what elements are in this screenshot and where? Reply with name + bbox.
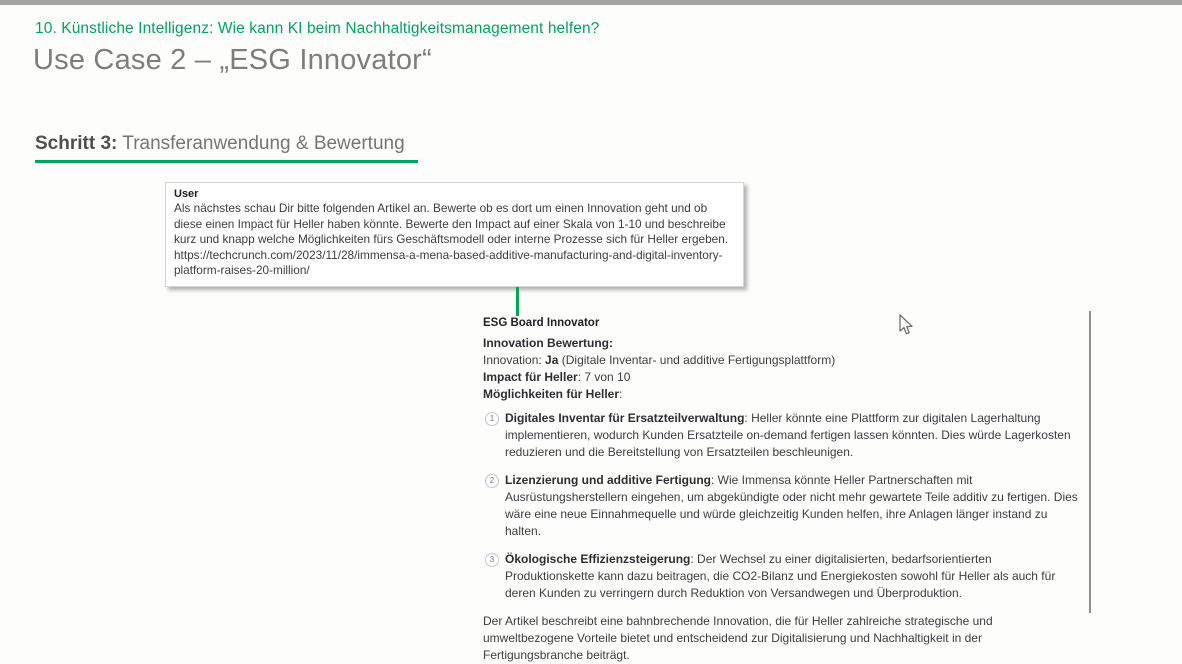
list-item-text <box>505 551 1083 602</box>
list-item-title: Digitales Inventar für Ersatzteilverwaltung <box>505 411 745 425</box>
opportunities-list <box>483 410 1083 602</box>
user-message-card <box>165 182 744 287</box>
opportunities-label: Möglichkeiten für Heller <box>483 387 620 401</box>
impact-value: : 7 von 10 <box>577 370 631 384</box>
user-message-body: Als nächstes schau Dir bitte folgenden Artikel an. Bewerte ob es dort um einen Innovation geht und ob diese einen Impact für Heller haben könnte. Bewerte den Impact auf einer Skala von 1-10 und beschreibe kurz und knapp welche Möglichkeiten fürs Geschäftsmodell oder interne Prozesse sich für Heller ergeben. <box>174 201 729 247</box>
step-heading <box>35 133 735 155</box>
list-item-title: Ökologische Effizienzsteigerung <box>505 552 691 566</box>
list-number-badge: 3 <box>485 553 499 567</box>
opportunities-colon: : <box>619 387 623 401</box>
list-item-body: : Heller könnte eine Plattform zur digitalen Lagerhaltung implementieren, wodurch Kunden Ersatzteile on-demand fertigen lassen könnten. Dies würde Lagerkosten reduzieren und die Bereitstellung von Ersatzteilen beschleunigen. <box>505 411 1071 459</box>
mouse-cursor-icon <box>898 314 914 337</box>
step-title: Transferanwendung & Bewertung <box>117 133 405 154</box>
connector-line <box>516 287 519 316</box>
list-item-text <box>505 410 1083 461</box>
innovation-section-title: Innovation Bewertung: <box>483 336 613 350</box>
step-underline <box>35 160 418 163</box>
opportunities-line <box>483 386 1083 403</box>
impact-line <box>483 369 1083 386</box>
chapter-kicker: 10. Künstliche Intelligenz: Wie kann KI beim Nachhaltigkeitsmanagement helfen? <box>35 20 600 37</box>
assistant-response <box>483 316 1083 664</box>
user-role-label: User <box>174 188 199 200</box>
list-item <box>483 410 1083 461</box>
page-title: Use Case 2 – „ESG Innovator“ <box>33 44 432 76</box>
list-item-body: : Wie Immensa könnte Heller Partnerschaften mit Ausrüstungsherstellern eingehen, um abgekündigte oder nicht mehr gewartete Teile additiv zu fertigen. Dies wäre eine neue Einnahmequelle und würde gleichzeitig Kunden helfen, ihre Anlagen länger instand zu halten. <box>505 473 1078 538</box>
article-link[interactable]: https://techcrunch.com/2023/11/28/immensa-a-mena-based-additive-manufacturing-and-digital-inventory-platform-raises-20-million/ <box>174 247 723 278</box>
list-item-body: : Der Wechsel zu einer digitalisierten, bedarfsorientierten Produktionskette kann dazu beitragen, die CO2-Bilanz und Energiekosten sowohl für Heller als auch für deren Kunden zu verringern durch Reduktion von Versandwegen und Überproduktion. <box>505 552 1056 600</box>
list-item <box>483 472 1083 540</box>
innovation-detail: (Digitale Inventar- und additive Fertigungsplattform) <box>558 353 836 367</box>
content-right-rule <box>1089 311 1091 613</box>
step-label: Schritt 3: <box>35 133 118 154</box>
assistant-role-label: ESG Board Innovator <box>483 317 600 329</box>
user-message-text <box>174 201 736 279</box>
list-item <box>483 551 1083 602</box>
list-number-badge: 1 <box>485 412 499 426</box>
innovation-line <box>483 352 1083 369</box>
innovation-value: Ja <box>545 353 559 367</box>
innovation-label: Innovation: <box>483 353 546 367</box>
list-item-text <box>505 472 1083 540</box>
closing-paragraph: Der Artikel beschreibt eine bahnbrechende Innovation, die für Heller zahlreiche strategische und umweltbezogene Vorteile bietet und entscheidend zur Digitalisierung und Nachhaltigkeit in der Fertigungsbranche beiträgt. <box>483 614 993 662</box>
list-number-badge: 2 <box>485 474 499 488</box>
list-item-title: Lizenzierung und additive Fertigung <box>505 473 711 487</box>
window-top-edge <box>0 0 1182 5</box>
impact-label: Impact für Heller <box>483 370 578 384</box>
